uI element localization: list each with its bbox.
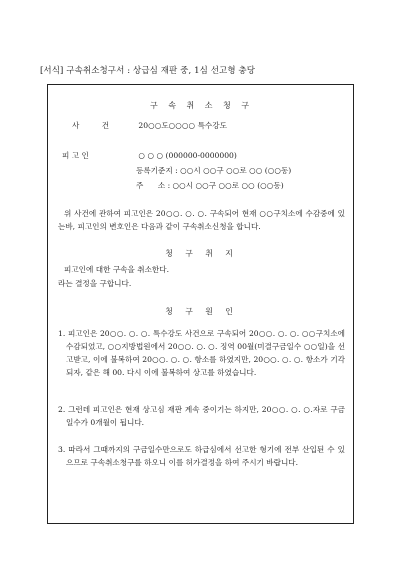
case-label: 사 건 xyxy=(72,121,120,130)
registry-line: 등록기준지 : ○○시 ○○구 ○○로 ○○ (○○동) xyxy=(136,166,292,175)
defendant-row xyxy=(62,149,237,162)
form-caption: [서식] 구속취소청구서 : 상급심 재판 중, 1심 선고형 충당 xyxy=(40,66,256,76)
case-value: 20○○도○○○○ 특수강도 xyxy=(138,121,227,130)
reason-item-2: 2. 그런데 피고인은 현재 상고심 재판 계속 중이기는 하지만, 20○○. ○. ○.자로 구금일수가 0개월이 됩니다. xyxy=(58,405,345,427)
address-line: 주 소 : ○○시 ○○구 ○○로 ○○ (○○동) xyxy=(136,181,284,190)
document-frame xyxy=(47,84,354,524)
defendant-name: ○ ○ ○ (000000-0000000) xyxy=(138,151,237,160)
reason-item-3: 3. 따라서 그때까지의 구금일수만으로도 하급심에서 선고한 형기에 전부 산입된 수 있으므로 구속취소청구를 하오니 이를 허가결정을 하여 주시기 바랍니다. xyxy=(58,445,345,467)
purpose-line-1: 피고인에 대한 구속을 취소한다. xyxy=(64,265,170,274)
document-title: 구 속 취 소 청 구 xyxy=(149,101,254,110)
purpose-heading: 청 구 취 지 xyxy=(165,249,238,258)
defendant-label: 피 고 인 xyxy=(62,151,89,160)
reason-item-1: 1. 피고인은 20○○. ○. ○. 특수강도 사건으로 구속되어 20○○. ○. ○. ○○구치소에 수감되었고, ○○지방법원에서 20○○. ○. ○. 징역 00월(미결구금일수 ○○일)을 선고받고, 이에 불복하여 20○○. ○. ○. 항소를 하였지만, 20○○. ○. ○. 항소가 기각되자, 같은 해 00. 다시 이에 불복하여 상고를 하였습니다. xyxy=(58,329,345,377)
purpose-line-2: 라는 결정을 구합니다. xyxy=(58,279,132,288)
reason-heading: 청 구 원 인 xyxy=(165,307,238,316)
case-row xyxy=(72,119,227,132)
intro-paragraph: 위 사건에 관하여 피고인은 20○○. ○. ○. 구속되어 현재 ○○구치소에 수감중에 있는바, 피고인의 변호인은 다음과 같이 구속취소신청을 합니다. xyxy=(58,209,345,231)
